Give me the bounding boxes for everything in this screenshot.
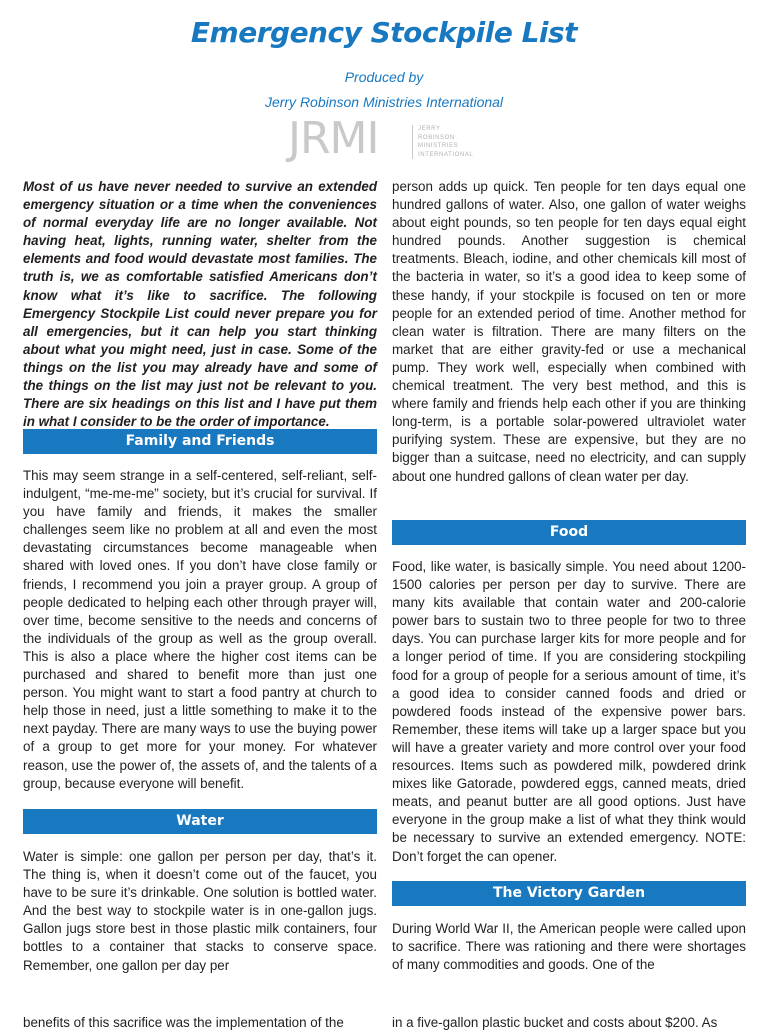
logo-mark: JRMI [288, 113, 379, 164]
water-paragraph: Water is simple: one gallon per person per day, that’s it. The thing is, when it doesn’t come out of the faucet, you have to be sure it’s drinkable. One solution is bottled water. And the best way to stockpile water is in one-gallon jugs. Gallon jugs store best in those plastic milk containers, four bottles to a container that stacks to conserve space. Remember, one gallon per day per [23, 849, 377, 973]
section-heading-food: Food [392, 520, 746, 545]
logo-line: ROBINSON [418, 134, 455, 141]
logo-line: MINISTRIES [418, 143, 459, 149]
logo-line: JERRY [418, 126, 441, 132]
garden-section [392, 920, 746, 974]
food-section [392, 558, 746, 866]
family-section [23, 467, 377, 793]
produced-by-label: Produced by [344, 69, 424, 85]
water-continued-section [392, 178, 746, 486]
logo-line: INTERNATIONAL [418, 151, 474, 158]
family-paragraph: This may seem strange in a self-centered, self-reliant, self-indulgent, “me-me-me” society, but it’s crucial for survival. If you have family and friends, it makes the smaller challenges seem like no problem at all and even the most devastating circumstances become manageable when shared with loved ones. If you don’t have close family or friends, I recommend you join a prayer group. A group of people dedicated to helping each other through prayer will, over time, become sensitive to the needs and concerns of the individuals of the group as well as the group overall. This is also a place where the higher cost items can be purchased and shared to benefit more than just one person. You might want to start a food pantry at church to help those in need, just a little something to make it to the next payday. There are many ways to use the buying power of a group to get more for your money. For whatever reason, use the power of, the assets of, and the talents of a group, because everyone will benefit. [23, 468, 377, 791]
section-heading-water: Water [23, 809, 377, 834]
next-page-line-left: benefits of this sacrifice was the implementation of the [23, 1015, 344, 1030]
logo-wordmark [418, 125, 488, 159]
logo-divider [412, 125, 413, 159]
organization-name: Jerry Robinson Ministries International [264, 94, 504, 110]
intro-block [23, 178, 377, 431]
section-heading-family-and-friends: Family and Friends [23, 429, 377, 454]
jrmi-logo [288, 113, 488, 165]
water-continued-paragraph: person adds up quick. Ten people for ten days equal one hundred gallons of water. Also, one gallon of water weighs about eight pounds, so ten people for ten days equal eight hundred pounds. Another suggestion is chemical treatments. Bleach, iodine, and other chemicals kill most of the bacteria in water, so it’s a good idea to keep some of these handy, if your stockpile is focused on ten or more people for an extended period of time. Another method for clean water is filtration. There are many filters on the market that are either gravity-fed or use a mechanical pump. They work well, especially when combined with chemical treatment. The very best method, and this is where family and friends help each other if you are thinking long-term, is a portable solar-powered ultraviolet water purifying system. These are expensive, but they are no bigger than a suitcase, need no electricity, and can supply about one hundred gallons of clean water per day. [392, 179, 746, 484]
page-title: Emergency Stockpile List [190, 16, 578, 49]
food-paragraph: Food, like water, is basically simple. You need about 1200-1500 calories per person per day to survive. There are many kits available that contain water and 200-calorie power bars to sustain two to three people for two to three days. You can purchase larger kits for more people and for a longer period of time. If you are considering stockpiling food for a group of people for a serious amount of time, it’s a good idea to consider canned foods and dried or powdered foods instead of the expensive power bars. Remember, these items will take up a larger space but you will have a greater variety and more control over your food resources. Items such as powdered milk, powdered drink mixes like Gatorade, powdered eggs, canned meats, dried meats, and peanut butter are all good options. Just have everyone in the group make a list of what they think would be necessary to survive an extended emergency. NOTE: Don’t forget the can opener. [392, 559, 746, 864]
next-page-line-right: in a five-gallon plastic bucket and costs about $200. As [392, 1015, 718, 1030]
section-heading-victory-garden: The Victory Garden [392, 881, 746, 906]
water-section [23, 848, 377, 975]
garden-paragraph: During World War II, the American people were called upon to sacrifice. There was rationing and there were shortages of many commodities and goods. One of the [392, 921, 746, 973]
intro-paragraph: Most of us have never needed to survive an extended emergency situation or a time when the conveniences of normal everyday life are no longer available. Not having heat, lights, running water, shelter from the elements and food would devastate most families. The truth is, we as comfortable satisfied Americans don’t know what it’s like to sacrifice. The following Emergency Stockpile List could never prepare you for all emergencies, but it can help you start thinking about what you might need, just in case. Some of the things on the list you may already have and some of the things on the list may just not be relevant to you. There are six headings on this list and I have put them in what I consider to be the order of importance. [23, 179, 377, 430]
